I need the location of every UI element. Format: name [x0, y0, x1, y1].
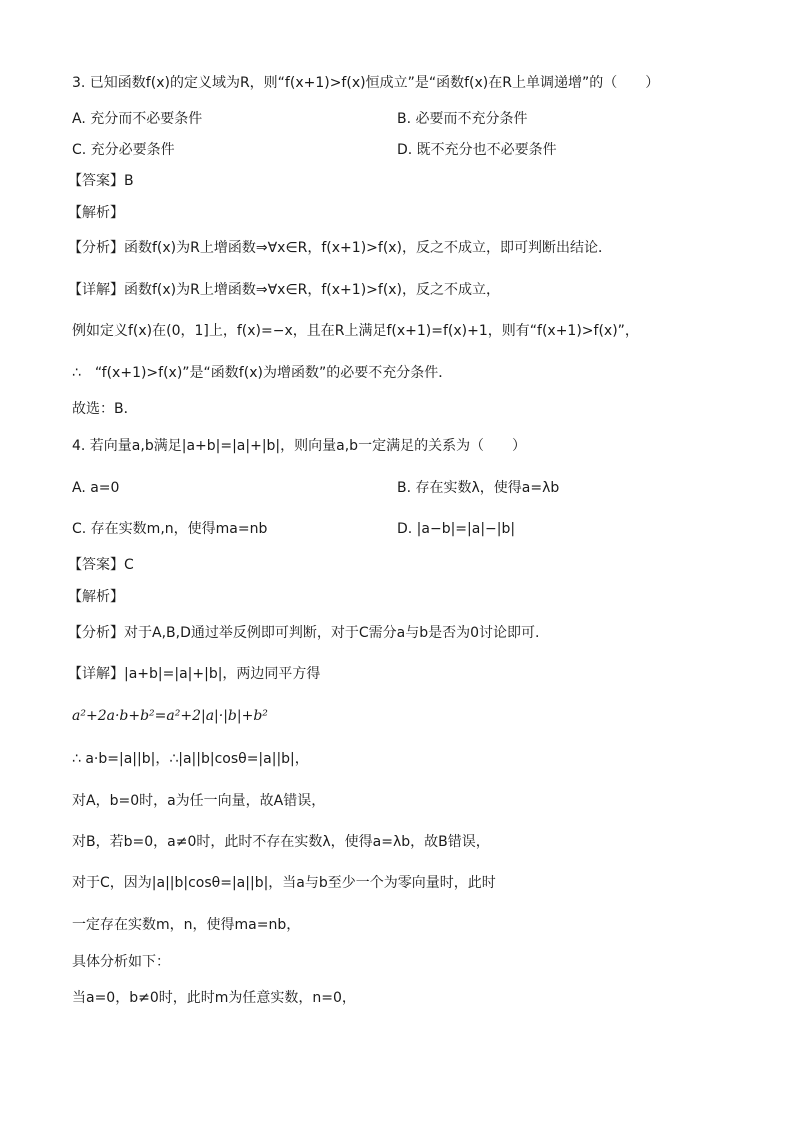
q4-detail-intro: 具体分析如下：	[72, 954, 170, 970]
q3-option-b: B. 必要而不充分条件	[397, 111, 528, 127]
q3-answer-row	[68, 171, 134, 191]
q4-case-b: 对B，若b=0，a≠0时，此时不存在实数λ，使得a=λb，故B错误，	[72, 834, 490, 850]
answer-value: C	[124, 557, 134, 573]
q4-option-c: C. 存在实数m,n，使得ma=nb	[72, 521, 268, 537]
q3-example: 例如定义f(x)在(0，1]上，f(x)=−x，且在R上满足f(x+1)=f(x)+1，则有“f(x+1)>f(x)”，	[72, 323, 639, 339]
q3-choose: 故选：B．	[72, 401, 138, 417]
q3-option-c: C. 充分必要条件	[72, 142, 175, 158]
q4-xiangjie: 【详解】|a+b|=|a|+|b|，两边同平方得	[68, 666, 321, 682]
answer-tag: 【答案】	[68, 557, 124, 573]
answer-tag: 【答案】	[68, 173, 124, 189]
q4-equation-2: ∴ a·b=|a||b|，∴|a||b|cosθ=|a||b|，	[72, 751, 309, 767]
q4-option-a: A. a=0	[72, 480, 120, 496]
q4-case-a: 对A，b=0时，a为任一向量，故A错误，	[72, 793, 326, 809]
q3-xiangjie: 【详解】函数f(x)为R上增函数⇒∀x∈R，f(x+1)>f(x)，反之不成立，	[68, 282, 501, 298]
q3-therefore: ∴ “f(x+1)>f(x)”是“函数f(x)为增函数”的必要不充分条件．	[72, 365, 453, 381]
q3-option-d: D. 既不充分也不必要条件	[397, 142, 557, 158]
q4-case-c-line1: 对于C，因为|a||b|cosθ=|a||b|，当a与b至少一个为零向量时，此时	[72, 875, 496, 891]
q4-case-c-line2: 一定存在实数m，n，使得ma=nb，	[72, 917, 301, 933]
q4-equation-1: a²+2a·b+b²=a²+2|a|·|b|+b²	[72, 708, 268, 724]
q4-option-b: B. 存在实数λ，使得a=λb	[397, 480, 560, 496]
q3-stem: 3. 已知函数f(x)的定义域为R，则“f(x+1)>f(x)恒成立”是“函数f(x)在R上单调递增”的（ ）	[72, 75, 660, 91]
q4-fenxi: 【分析】对于A,B,D通过举反例即可判断，对于C需分a与b是否为0讨论即可.	[68, 625, 540, 641]
q4-stem: 4. 若向量a,b满足|a+b|=|a|+|b|，则向量a,b一定满足的关系为（ ）	[72, 438, 527, 454]
q3-fenxi: 【分析】函数f(x)为R上增函数⇒∀x∈R，f(x+1)>f(x)，反之不成立，即可判断出结论．	[68, 240, 613, 256]
q4-answer-row	[68, 555, 134, 575]
q4-option-d: D. |a−b|=|a|−|b|	[397, 521, 516, 537]
q4-detail-1: 当a=0，b≠0时，此时m为任意实数，n=0，	[72, 990, 356, 1006]
q3-option-a: A. 充分而不必要条件	[72, 111, 203, 127]
q4-analysis-tag: 【解析】	[68, 589, 124, 605]
answer-value: B	[124, 173, 134, 189]
q3-analysis-tag: 【解析】	[68, 205, 124, 221]
